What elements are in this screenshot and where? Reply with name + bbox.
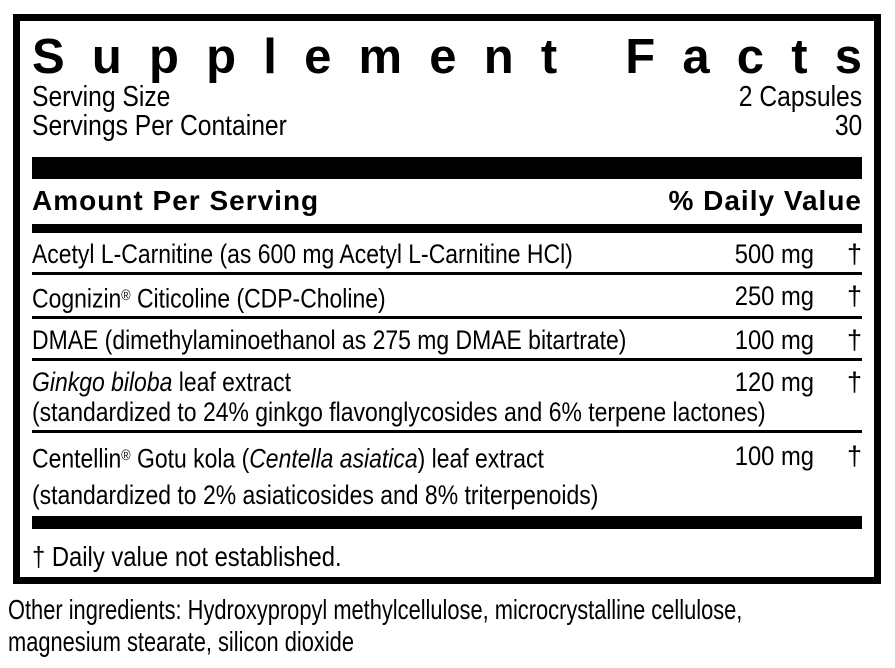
ingredient-amount: 120 mg: [734, 367, 814, 398]
ingredient-row-ginkgo-biloba: [32, 361, 862, 430]
ingredient-name-latin: Centella asiatica: [249, 443, 418, 474]
ingredient-row-citicoline: [32, 275, 862, 316]
registered-trademark-symbol: ®: [121, 288, 131, 304]
ingredient-row-dmae: [32, 319, 862, 358]
standardization-note-text: (standardized to 2% asiaticosides and 8% triterpenoids): [32, 479, 599, 510]
serving-size-label: Serving Size: [32, 81, 171, 113]
supplement-facts-panel: [13, 14, 881, 584]
brand-name: Cognizin: [32, 283, 122, 314]
daily-value-dagger: †: [846, 367, 862, 398]
ingredient-amount: 250 mg: [734, 281, 814, 311]
serving-size-value: 2 Capsules: [738, 81, 862, 113]
title-letter: F: [625, 30, 656, 84]
ingredient-name-mid: Gotu kola (: [130, 443, 250, 474]
title-letter: [584, 31, 598, 83]
ingredient-row-gotu-kola: [32, 433, 862, 515]
title-letter: s: [834, 30, 862, 84]
brand-name: Centellin: [32, 443, 122, 474]
daily-value-footnote: † Daily value not established.: [32, 540, 342, 572]
other-ingredients-text: Other ingredients: Hydroxypropyl methylcellulose, microcrystalline cellulose,: [8, 594, 743, 625]
title-letter: m: [358, 30, 403, 84]
title-letter: e: [304, 30, 332, 84]
title-letter: c: [736, 30, 765, 84]
other-ingredients-line: [8, 626, 895, 658]
title-letter: e: [429, 30, 457, 84]
ingredient-name: Acetyl L-Carnitine (as 600 mg Acetyl L-Carnitine HCl): [32, 239, 573, 269]
panel-title: [32, 31, 862, 83]
ingredient-name: [32, 441, 544, 473]
title-letter: a: [682, 30, 710, 84]
other-ingredients-text: magnesium stearate, silicon dioxide: [8, 626, 354, 657]
ingredient-amount: 500 mg: [734, 239, 814, 269]
standardization-note: [32, 480, 862, 510]
registered-trademark-symbol: ®: [121, 448, 131, 465]
column-separator-bar: [32, 224, 862, 233]
daily-value-dagger: †: [846, 281, 862, 311]
ingredient-name: [32, 281, 386, 313]
servings-per-container-row: [32, 112, 862, 141]
title-letter: n: [483, 30, 514, 84]
standardization-note: [32, 397, 862, 427]
servings-per-container-value: 30: [834, 110, 862, 142]
servings-per-container-label: Servings Per Container: [32, 110, 287, 142]
ingredient-name-rest: leaf extract: [172, 367, 291, 398]
title-letter: p: [149, 30, 179, 84]
title-letter: p: [206, 30, 237, 84]
standardization-note-text: (standardized to 24% ginkgo flavonglycosides and 6% terpene lactones): [32, 397, 766, 428]
ingredient-name: [32, 367, 291, 397]
daily-value-dagger: †: [846, 441, 862, 472]
footnote-thick-bar: [32, 516, 862, 529]
daily-value-dagger: †: [846, 325, 862, 356]
title-letter: t: [540, 30, 558, 84]
title-letter: u: [91, 30, 122, 84]
ingredient-name: DMAE (dimethylaminoethanol as 275 mg DMAE bitartrate): [32, 325, 627, 356]
serving-size-row: [32, 83, 862, 112]
ingredient-amount: 100 mg: [734, 325, 814, 356]
ingredient-amount: 100 mg: [734, 441, 814, 472]
column-header-row: [32, 179, 862, 224]
ingredient-name-rest: Citicoline (CDP-Choline): [130, 283, 386, 314]
title-letter: l: [263, 30, 277, 84]
percent-daily-value-header: % Daily Value: [668, 185, 862, 216]
ingredient-row-acetyl-l-carnitine: [32, 233, 862, 272]
other-ingredients: [8, 594, 895, 658]
ingredient-name-latin: Ginkgo biloba: [32, 367, 173, 398]
header-thick-bar: [32, 157, 862, 179]
footnote-row: [32, 529, 862, 582]
other-ingredients-line: [8, 594, 895, 626]
title-letter: t: [791, 30, 808, 84]
title-letter: S: [32, 30, 65, 84]
daily-value-dagger: †: [846, 239, 862, 269]
ingredient-name-rest: ) leaf extract: [417, 443, 544, 474]
amount-per-serving-header: Amount Per Serving: [32, 185, 320, 216]
